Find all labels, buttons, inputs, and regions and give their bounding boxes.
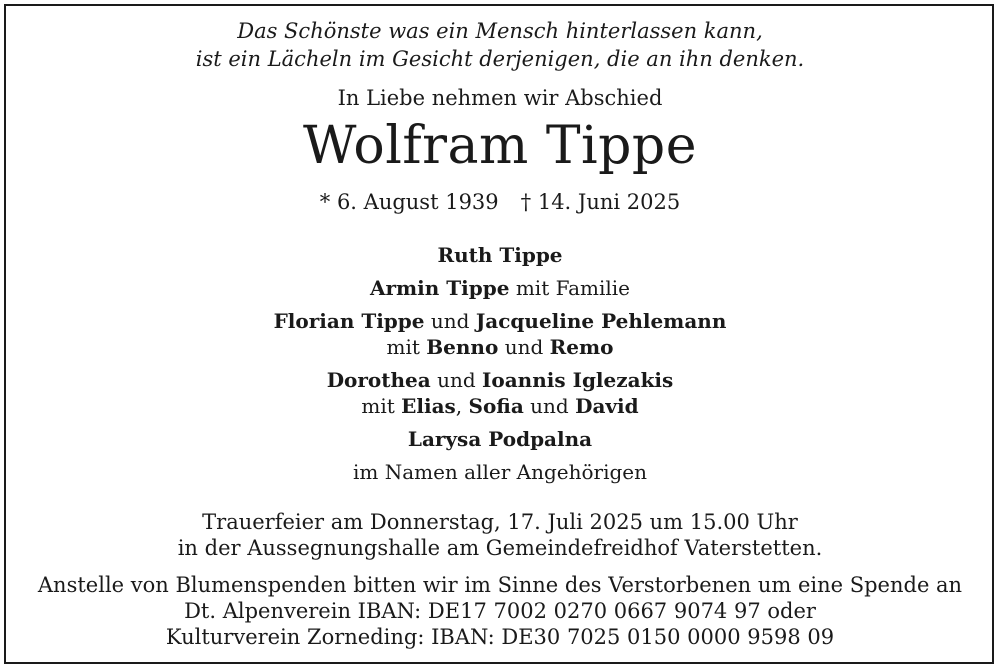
mourners-closing: im Namen aller Angehörigen — [352, 460, 647, 484]
conjunction: und — [430, 309, 470, 333]
mourner-name: Remo — [549, 335, 614, 359]
mourner-name: Armin Tippe — [369, 276, 510, 300]
mourner-name: Dorothea — [326, 368, 431, 392]
conjunction: mit — [386, 335, 420, 359]
conjunction: mit — [361, 394, 395, 418]
donation-line-3: Kulturverein Zorneding: IBAN: DE30 7025 0150 0000 9598 09 — [165, 625, 835, 649]
service-line-1: Trauerfeier am Donnerstag, 17. Juli 2025 um 15.00 Uhr — [202, 510, 798, 534]
mourner-name: Ioannis Iglezakis — [482, 368, 674, 392]
mourner-larysa — [0, 427, 1000, 451]
birth-date: * 6. August 1939 — [319, 190, 499, 214]
service-line-2: in der Aussegnungshalle am Gemeindefreidhof Vaterstetten. — [177, 536, 823, 560]
donation-line-2: Dt. Alpenverein IBAN: DE17 7002 0270 0667 9074 97 oder — [184, 599, 816, 623]
death-date: † 14. Juni 2025 — [520, 190, 681, 214]
mourner-name: Elias — [401, 394, 456, 418]
mourner-name: Benno — [426, 335, 499, 359]
donation-line-1: Anstelle von Blumenspenden bitten wir im Sinne des Verstorbenen um eine Spende an — [37, 573, 963, 597]
mourner-suffix: mit Familie — [515, 276, 631, 300]
mourner-dorothea-children — [0, 394, 1000, 418]
conjunction: und — [504, 335, 544, 359]
comma: , — [455, 394, 463, 418]
mourner-name: Sofia — [468, 394, 524, 418]
deceased-name: Wolfram Tippe — [303, 116, 697, 176]
mourner-ruth — [0, 243, 1000, 267]
conjunction: und — [530, 394, 569, 418]
quote-line-1: Das Schönste was ein Mensch hinterlassen kann, — [237, 19, 763, 43]
conjunction: und — [437, 368, 476, 392]
intro-text: In Liebe nehmen wir Abschied — [337, 86, 663, 110]
mourner-armin — [0, 276, 1000, 300]
mourner-name: Jacqueline Pehlemann — [475, 309, 727, 333]
quote-line-2: ist ein Lächeln im Gesicht derjenigen, die an ihn denken. — [195, 47, 805, 71]
mourner-florian — [0, 309, 1000, 333]
life-dates — [0, 190, 1000, 214]
mourner-florian-children — [0, 335, 1000, 359]
mourner-name: Ruth Tippe — [437, 243, 563, 267]
mourner-name: Larysa Podpalna — [407, 427, 593, 451]
mourner-dorothea — [0, 368, 1000, 392]
mourner-name: Florian Tippe — [273, 309, 425, 333]
mourner-name: David — [575, 394, 639, 418]
